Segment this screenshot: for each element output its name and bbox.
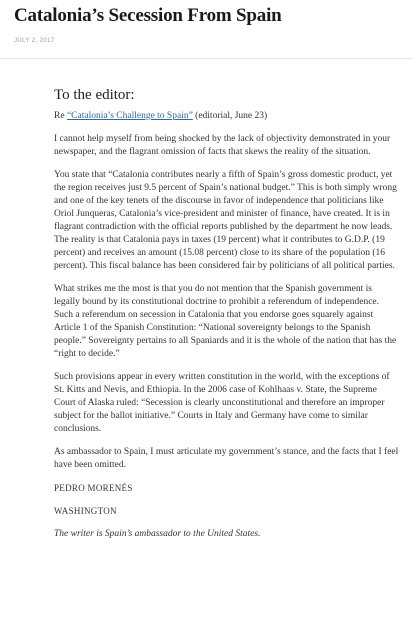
article-date: JULY 2, 2017 <box>14 38 55 44</box>
letter-paragraph-3: What strikes me the most is that you do not mention that the Spanish government is legally bound by its constitutional doctrine to prohibit a referendum of independence. Such a referendum on secession in Catalonia that you endorse goes squarely against Article 1 of the Spanish Constitution: “National sovereignty belongs to the Spanish people.” Sovereignty pertains to all Spaniards and it is the whole of the nation that has the “right to decide.” <box>54 284 397 359</box>
editorial-link[interactable]: “Catalonia’s Challenge to Spain” <box>66 111 193 121</box>
reference-prefix: Re <box>54 111 67 121</box>
reference-suffix: (editorial, June 23) <box>192 111 268 121</box>
letter-paragraph-4: Such provisions appear in every written constitution in the world, with the exceptions of St. Kitts and Nevis, and Ethiopia. In the 2006 case of Kohlhaas v. State, the Supreme Court of Alaska ruled: “Secession is clearly unconstitutional and therefore an improper subject for the ballot initiative.” Courts in Italy and Germany have come to similar conclusions. <box>54 372 390 434</box>
signature-location: WASHINGTON <box>54 506 117 516</box>
letter-paragraph-1: I cannot help myself from being shocked by the lack of objectivity demonstrated in your newspaper, and the flagrant omission of facts that skews the reality of the situation. <box>54 134 391 157</box>
author-footnote: The writer is Spain’s ambassador to the United States. <box>54 529 261 539</box>
reference-line <box>54 110 399 123</box>
letter-paragraph-5: As ambassador to Spain, I must articulate my government’s stance, and the facts that I feel have been omitted. <box>54 447 399 470</box>
article-header <box>0 0 413 58</box>
letter-paragraph-2: You state that “Catalonia contributes nearly a fifth of Spain’s gross domestic product, yet the region receives just 9.5 percent of Spain’s national budget.” This is both simply wrong and one of the key tenets of the discourse in favor of independence that politicians like Oriol Junqueras, Catalonia’s vice-president and minister of finance, have created. It is in flagrant contradiction with the official reports published by the department he now leads. The reality is that Catalonia pays in taxes (19 percent) what it contributes to G.D.P. (19 percent) and receives an amount (15.08 percent) close to its share of the population (16 percent). This fiscal balance has been considered fair by politicians of all political parties. <box>54 170 397 271</box>
article-headline: Catalonia’s Secession From Spain <box>14 5 282 26</box>
signature-name: PEDRO MORENÉS <box>54 483 133 493</box>
letter-body <box>54 86 399 551</box>
header-divider <box>0 58 413 59</box>
letter-salutation: To the editor: <box>54 87 135 103</box>
